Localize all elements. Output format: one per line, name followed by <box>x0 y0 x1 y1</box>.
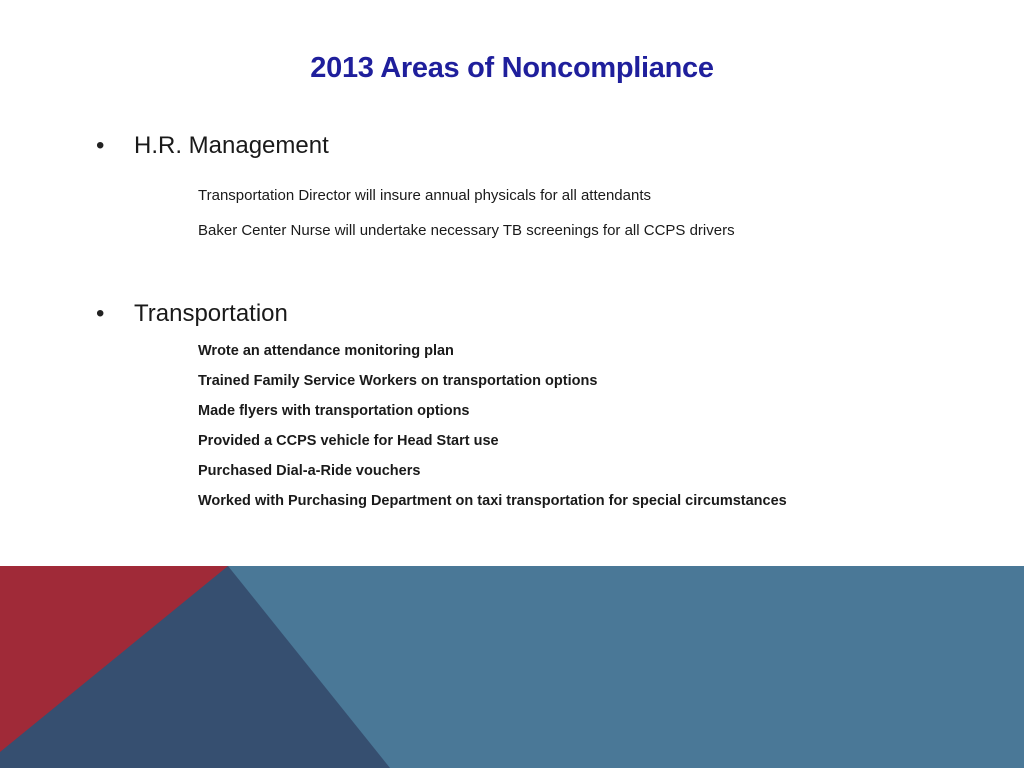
bullet-marker: • <box>96 300 105 327</box>
section-heading: Transportation <box>134 300 288 327</box>
list-item: Provided a CCPS vehicle for Head Start use <box>198 433 499 449</box>
list-item: Purchased Dial-a-Ride vouchers <box>198 463 421 479</box>
list-item: Made flyers with transportation options <box>198 403 470 419</box>
list-item: Worked with Purchasing Department on taxi transportation for special circumstances <box>198 493 787 509</box>
list-item: Baker Center Nurse will undertake necessary TB screenings for all CCPS drivers <box>198 222 735 239</box>
list-item: Trained Family Service Workers on transportation options <box>198 373 598 389</box>
section-heading: H.R. Management <box>134 132 329 159</box>
bullet-marker: • <box>96 132 105 159</box>
list-item: Transportation Director will insure annual physicals for all attendants <box>198 187 651 204</box>
slide-title: 2013 Areas of Noncompliance <box>310 52 714 84</box>
footer-decoration <box>0 566 1024 768</box>
list-item: Wrote an attendance monitoring plan <box>198 343 454 359</box>
